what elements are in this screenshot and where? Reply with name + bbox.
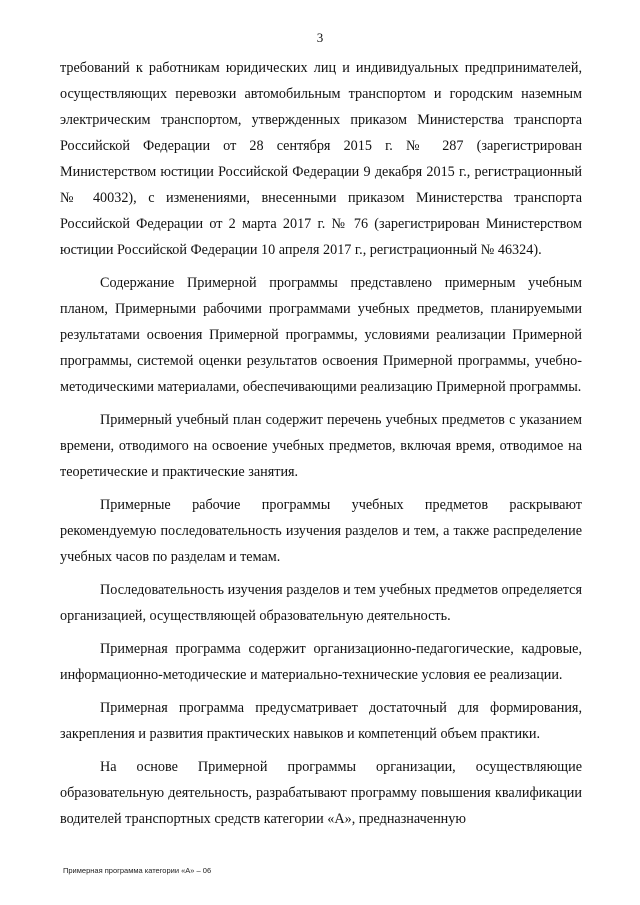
paragraph-conditions: Примерная программа содержит организационно-педагогические, кадровые, информационно-методические и материально-технические условия ее реализации. (60, 641, 582, 683)
page-number: 3 (316, 30, 324, 45)
paragraph-practice: Примерная программа предусматривает достаточный для формирования, закрепления и развития практических навыков и компетенций объем практики. (60, 700, 582, 742)
paragraph-study-plan: Примерный учебный план содержит перечень учебных предметов с указанием времени, отводимого на освоение учебных предметов, включая время, отводимое на теоретические и практические занятия. (60, 412, 582, 480)
paragraph-basis: На основе Примерной программы организации, осуществляющие образовательную деятельность, разрабатывают программу повышения квалификации водителей транспортных средств категории «А», предназначенную (60, 759, 582, 827)
document-body (60, 55, 582, 839)
page-footer: Примерная программа категории «А» – 06 (63, 866, 212, 875)
paragraph-sequence: Последовательность изучения разделов и тем учебных предметов определяется организацией, осуществляющей образовательную деятельность. (60, 582, 582, 624)
paragraph-work-programs: Примерные рабочие программы учебных предметов раскрывают рекомендуемую последовательность изучения разделов и тем, а также распределение учебных часов по разделам и темам. (60, 497, 582, 565)
paragraph-content: Содержание Примерной программы представлено примерным учебным планом, Примерными рабочими программами учебных предметов, планируемыми результатами освоения Примерной программы, условиями реализации Примерной программы, системой оценки результатов освоения Примерной программы, учебно-методическими материалами, обеспечивающими реализацию Примерной программы. (60, 275, 582, 395)
paragraph-continuation: требований к работникам юридических лиц и индивидуальных предпринимателей, осуществляющих перевозки автомобильным транспортом и городским наземным электрическим транспортом, утвержденных приказом Министерства транспорта Российской Федерации от 28 сентября 2015 г. № 287 (зарегистрирован Министерством юстиции Российской Федерации 9 декабря 2015 г., регистрационный № 40032), с изменениями, внесенными приказом Министерства транспорта Российской Федерации от 2 марта 2017 г. № 76 (зарегистрирован Министерством юстиции Российской Федерации 10 апреля 2017 г., регистрационный № 46324). (60, 60, 582, 258)
